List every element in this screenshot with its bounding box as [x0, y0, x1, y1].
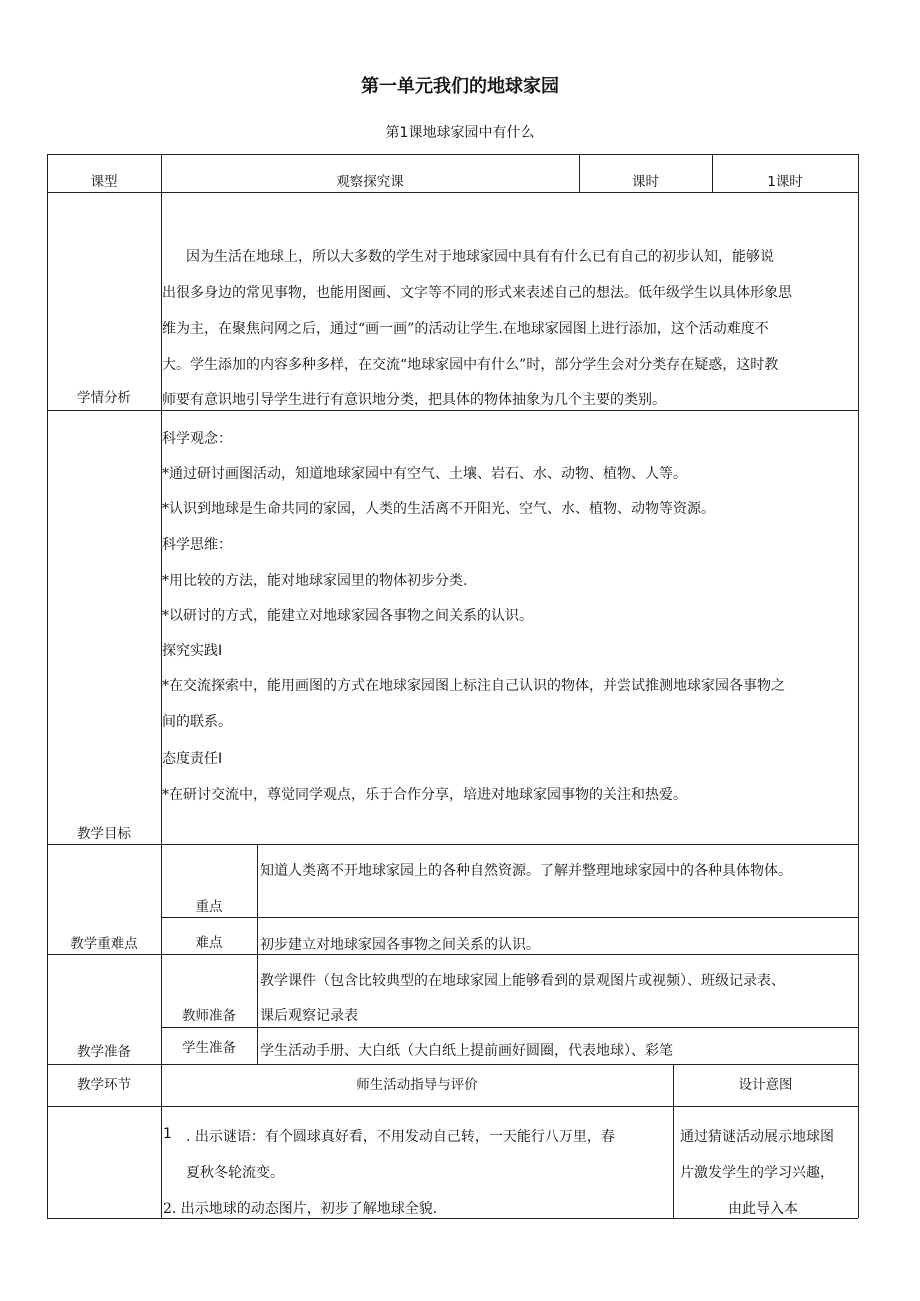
teacher-prep-label: 教师准备	[182, 1008, 236, 1024]
activity-item: . 出示谜语：有个圆球真好看，不用发动自己转，一天能行八万里，春	[186, 1129, 615, 1145]
analysis-label: 学情分析	[77, 390, 131, 406]
stage-header: 教学环节	[77, 1077, 131, 1093]
hours-value: 1课时	[767, 174, 803, 190]
lesson-title: 第1课地球家园中有什么	[385, 125, 535, 141]
key-points-label: 教学重难点	[70, 936, 138, 952]
student-prep-label: 学生准备	[182, 1040, 236, 1056]
teacher-prep-line: 教学课件（包含比较典型的在地球家园上能够看到的景观图片或视频）、班级记录表、	[260, 973, 785, 989]
intent-line: 通过猜谜活动展示地球图	[680, 1129, 834, 1145]
activity-item: 夏秋冬轮流变。	[186, 1165, 284, 1181]
hours-label: 课时	[632, 174, 659, 190]
intent-line: 由此导入本	[728, 1201, 798, 1217]
teacher-prep-line: 课后观察记录表	[260, 1008, 358, 1024]
activity-item-number: 1	[163, 1126, 172, 1142]
difficulty-text: 初步建立对地球家园各事物之间关系的认识。	[260, 937, 540, 953]
analysis-line: 师要有意识地引导学生进行有意识地分类，把具体的物体抽象为几个主要的类别。	[162, 392, 666, 408]
analysis-line: 出很多身边的常见事物，也能用图画、文字等不同的形式来表述自己的想法。低年级学生以具体形象思	[162, 285, 792, 301]
objective-heading: 科学观念：	[162, 431, 232, 447]
objective-heading: 探究实践I	[162, 643, 223, 659]
analysis-line: 因为生活在地球上，所以大多数的学生对于地球家园中具有有什么已有自己的初步认知，能够说	[186, 249, 774, 265]
activity-header: 师生活动指导与评价	[356, 1077, 478, 1093]
type-value: 观察探究课	[336, 174, 404, 190]
objective-heading: 态度责任I	[162, 751, 223, 767]
focus-text: 知道人类离不开地球家园上的各种自然资源。了解并整理地球家园中的各种具体物体。	[260, 863, 792, 879]
intent-header: 设计意图	[738, 1077, 793, 1093]
intent-line: 片激发学生的学习兴趣，	[680, 1165, 834, 1181]
objective-item: *以研讨的方式，能建立对地球家园各事物之间关系的认识。	[162, 608, 533, 624]
student-prep-text: 学生活动手册、大白纸（大白纸上提前画好圆圈，代表地球）、彩笔	[260, 1043, 673, 1059]
objective-item: *在研讨交流中，尊觉同学观点，乐于合作分享，培进对地球家园事物的关注和热爱。	[162, 787, 687, 803]
objective-item: *在交流探索中，能用画图的方式在地球家园图上标注自己认识的物体，并尝试推测地球家园各事物之	[162, 678, 785, 694]
focus-label: 重点	[195, 899, 223, 915]
analysis-line: 维为主，在聚焦问网之后，通过“画一画”的活动让学生.在地球家园图上进行添加，这个活动难度不	[162, 321, 769, 337]
objective-item: *认识到地球是生命共同的家园，人类的生活离不开阳光、空气、水、植物、动物等资源。	[162, 501, 715, 517]
unit-title: 第一单元我们的地球家园	[361, 76, 559, 97]
objective-item: *通过研讨画图活动，知道地球家园中有空气、土壤、岩石、水、动物、植物、人等。	[162, 466, 687, 482]
objective-heading: 科学思维：	[162, 537, 232, 553]
objectives-label: 教学目标	[77, 826, 131, 842]
activity-item: 2. 出示地球的动态图片，初步了解地球全貌.	[163, 1201, 438, 1217]
type-label: 课型	[90, 174, 118, 190]
analysis-line: 大。学生添加的内容多种多样，在交流“地球家园中有什么”时，部分学生会对分类存在疑惑，这时教	[162, 357, 779, 373]
objective-item: *用比较的方法，能对地球家园里的物体初步分类.	[162, 573, 468, 589]
objective-item: 间的联系。	[162, 714, 232, 730]
preparation-label: 教学准备	[77, 1044, 131, 1060]
difficulty-label: 难点	[195, 935, 223, 951]
